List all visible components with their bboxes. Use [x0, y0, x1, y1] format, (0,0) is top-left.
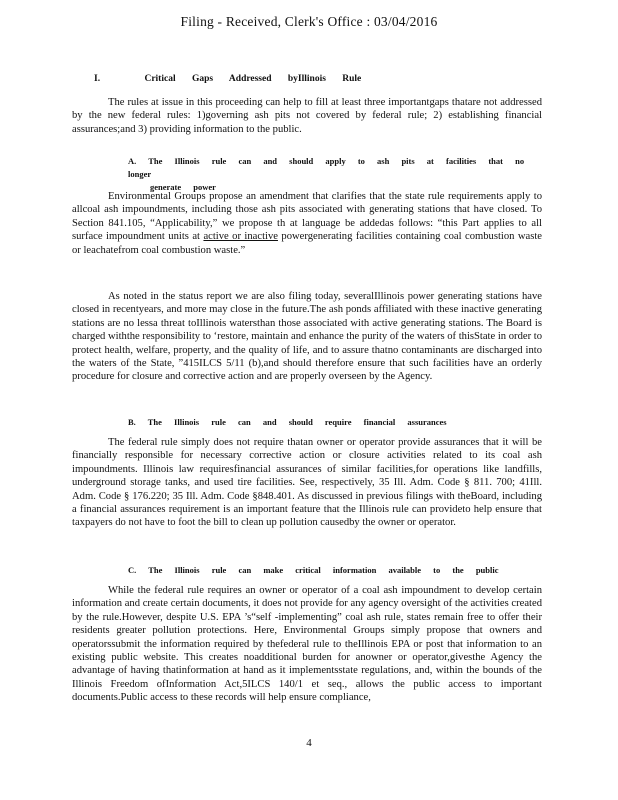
section-b-paragraph: The federal rule simply does not require thatan owner or operator provide assurances that it will be financially responsible for necessary corrective action or closure activities related to its coal ash impoundments. Illinois law requiresfinancial assurances of similar facilities,for operations like landfills, underground storage tanks, and used tire facilities. See, respectively, 35 Ill. Adm. Code § 811. 700; 41Ill. Adm. Code § 176.220; 35 Ill. Adm. Code §848.401. As discussed in previous filings with theBoard, including a financial assurances requirement is an important feature that the Illinois rule can provideto help ensure that taxpayers do not have to foot the bill to clean up pollution causedby the owner or operator. — [72, 437, 542, 529]
section-a-heading — [128, 155, 528, 194]
section-i-heading — [94, 74, 361, 84]
filing-header: Filing - Received, Clerk's Office : 03/04/2016 — [180, 14, 438, 29]
section-a-paragraph-2: As noted in the status report we are also filing today, severalIllinois power generating stations have closed in recentyears, and more may close in the future.The ash ponds affiliated with these inactive generating stations are no lessa threat toIllinois watersthan those associated with active generating stations. The Board is charged withthe responsibility to ‘restore, maintain and enhance the purity of the waters of thisState in order to protect health, welfare, property, and the quality of life, and to assure thatno contaminants are discharged into the waters of the State, ”415ILCS 5/11 (b),and should therefore ensure that such facilities have an orderly procedure for closure and corrective action and are properly overseen by the Agency. — [72, 291, 542, 383]
section-number: I. — [94, 74, 101, 84]
underlined-phrase: active or inactive — [203, 231, 278, 243]
section-c-heading: C. The Illinois rule can make critical information available to the public — [128, 565, 499, 575]
para-text-before: Environmental Groups propose an amendment that clarifies that the state rule requirements apply to allcoal ash impoundments, including those ash pits associated with generating stations that have closed. To Section 841.105, “Applicability,” we propose th at language be addedas follows: “this Part applies to all surface impoundment units at — [72, 191, 542, 243]
para-text-after: powergenerating facilities containing coal combustion waste or leachatefrom coal combustion waste.” — [72, 231, 542, 256]
section-i-paragraph: The rules at issue in this proceeding can help to fill at least three importantgaps thatare not addressed by the new federal rules: 1)governing ash pits not covered by federal rule; 2) establishing financial assurances;and 3) providing information to the public. — [72, 97, 542, 135]
section-c-paragraph: While the federal rule requires an owner or operator of a coal ash impoundment to develop certain information and create certain documents, it does not provide for any agency oversight of the activities created by the rule.However, despite U.S. EPA ’s“self -implementing” coal ash rule, states remain free to offer their residents greater pollution protections. Here, Environmental Groups simply propose that owners and operatorssubmit the information required by thefederal rule to theIllinois EPA or post that information to an existing public website. This creates noadditional burden for anowner or operator,givesthe Agency the advantage of having thatinformation at hand as it implementsstate regulations, and, within the bounds of the Illinois Freedom ofInformation Act,5ILCS 140/1 et seq., allows the public access to important documents.Public access to these records will help ensure compliance, — [72, 585, 542, 704]
section-a-title-line1: A. The Illinois rule can and should apply to ash pits at facilities that no longer — [128, 156, 525, 179]
section-b-heading: B. The Illinois rule can and should require financial assurances — [128, 417, 447, 427]
page-number: 4 — [306, 737, 312, 749]
section-a-paragraph-1 — [72, 190, 542, 257]
section-title: Critical Gaps Addressed byIllinois Rule — [144, 74, 362, 84]
section-a-title-line2: generate power — [150, 182, 216, 192]
